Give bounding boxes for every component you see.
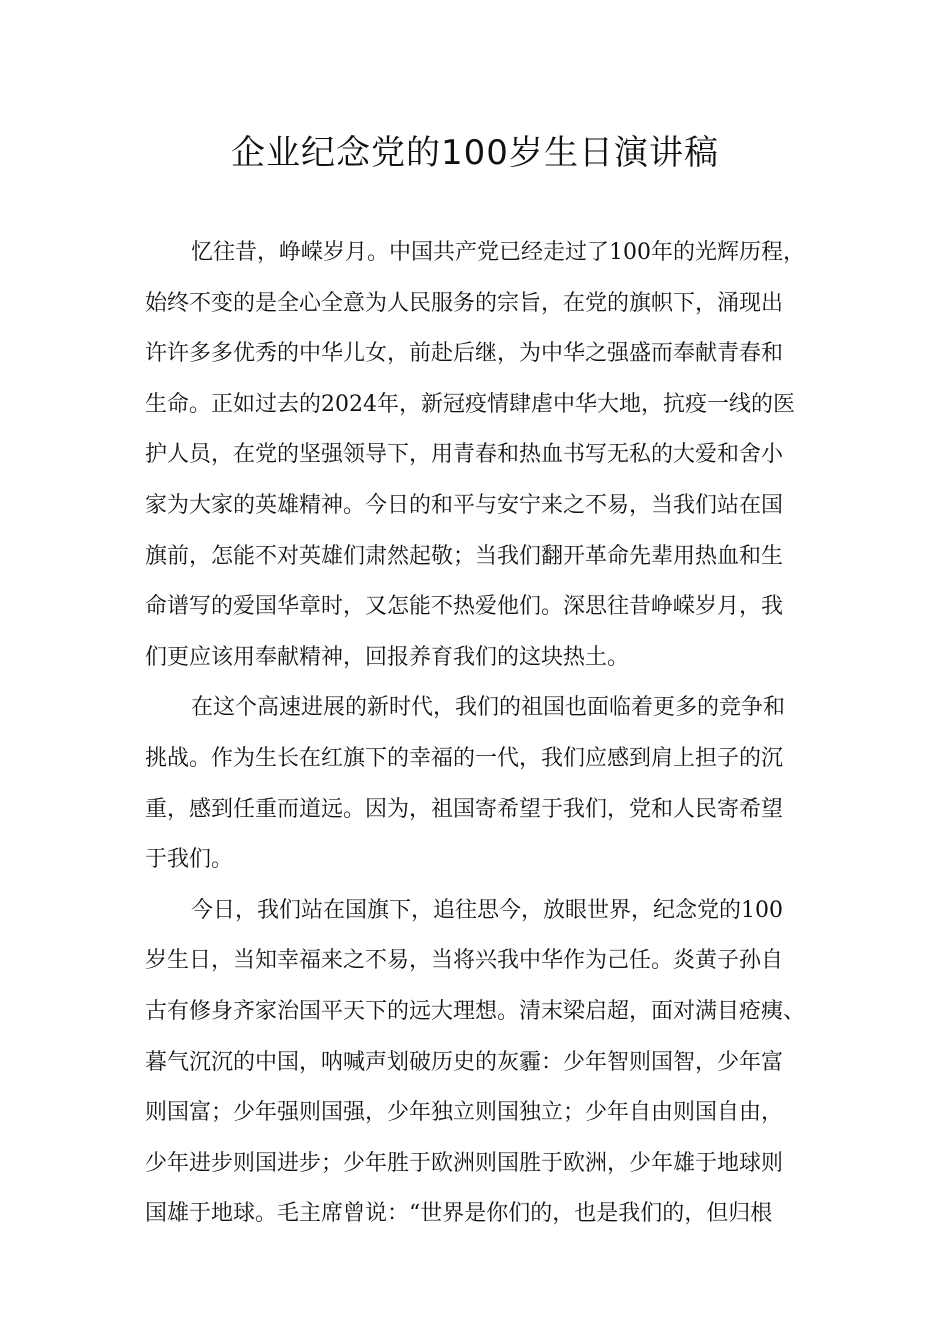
paragraph-1-line-3: 许许多多优秀的中华儿女，前赴后继，为中华之强盛而奉献青春和 — [145, 341, 784, 367]
paragraph-3-line-7: 国雄于地球。毛主席曾说：“世界是你们的，也是我们的，但归根 — [145, 1201, 773, 1227]
paragraph-3-line-6: 少年进步则国进步；少年胜于欧洲则国胜于欧洲，少年雄于地球则 — [145, 1150, 784, 1176]
paragraph-2-line-2: 挑战。作为生长在红旗下的幸福的一代，我们应感到肩上担子的沉 — [145, 745, 784, 771]
paragraph-2-line-3: 重，感到任重而道远。因为，祖国寄希望于我们，党和人民寄希望 — [145, 796, 784, 822]
paragraph-1-line-9: 们更应该用奉献精神，回报养育我们的这块热土。 — [145, 644, 630, 670]
paragraph-1-line-6: 家为大家的英雄精神。今日的和平与安宁来之不易，当我们站在国 — [145, 492, 784, 518]
paragraph-2-line-4: 于我们。 — [145, 847, 234, 873]
paragraph-1-line-8: 命谱写的爱国华章时，又怎能不热爱他们。深思往昔峥嵘岁月，我 — [145, 594, 784, 620]
paragraph-3-line-5: 则国富；少年强则国强，少年独立则国独立；少年自由则国自由， — [145, 1100, 784, 1126]
paragraph-1-line-5: 护人员，在党的坚强领导下，用青春和热血书写无私的大爱和舍小 — [145, 442, 784, 468]
paragraph-3-line-1: 今日，我们站在国旗下，追往思今，放眼世界，纪念党的100 — [191, 897, 783, 923]
paragraph-3-line-4: 暮气沉沉的中国，呐喊声划破历史的灰霾：少年智则国智，少年富 — [145, 1049, 784, 1075]
paragraph-3-line-3: 古有修身齐家治国平天下的远大理想。清末梁启超，面对满目疮痍、 — [145, 998, 806, 1024]
paragraph-1-line-2: 始终不变的是全心全意为人民服务的宗旨，在党的旗帜下，涌现出 — [145, 290, 784, 316]
paragraph-1-line-7: 旗前，怎能不对英雄们肃然起敬；当我们翻开革命先辈用热血和生 — [145, 543, 784, 569]
paragraph-3-line-2: 岁生日，当知幸福来之不易，当将兴我中华作为己任。炎黄子孙自 — [145, 948, 784, 974]
paragraph-1-line-1: 忆往昔，峥嵘岁月。中国共产党已经走过了100年的光辉历程， — [191, 240, 805, 265]
paragraph-1-line-4: 生命。正如过去的2024年，新冠疫情肆虐中华大地，抗疫一线的医 — [145, 391, 795, 417]
document-body — [145, 228, 825, 1240]
paragraph-2-line-1: 在这个高速进展的新时代，我们的祖国也面临着更多的竞争和 — [191, 695, 786, 721]
document-title: 企业纪念党的100岁生日演讲稿 — [231, 133, 719, 173]
